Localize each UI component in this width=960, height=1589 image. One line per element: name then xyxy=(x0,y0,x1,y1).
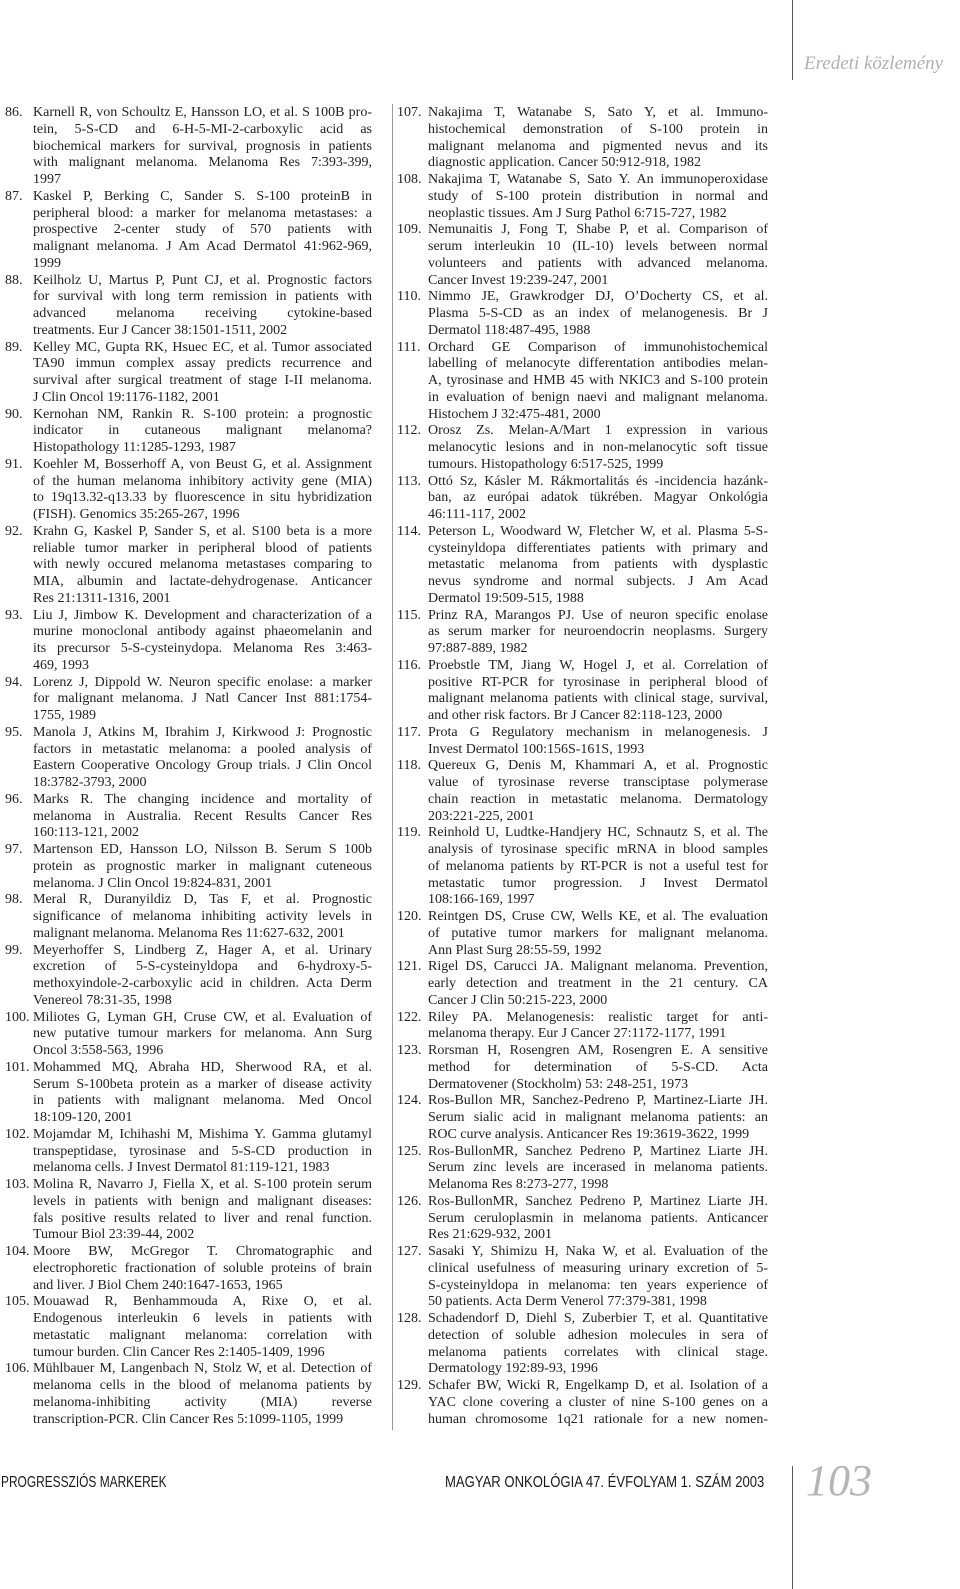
reference-line: of the human melanoma inhibitory activity gene (MIA) xyxy=(33,473,372,489)
reference-number: 105. xyxy=(5,1294,30,1310)
reference-text xyxy=(33,524,372,608)
journal-info: MAGYAR ONKOLÓGIA 47. ÉVFOLYAM 1. SZÁM 2003 xyxy=(445,1474,765,1491)
reference-number: 99. xyxy=(5,942,23,958)
reference-text xyxy=(428,909,768,959)
reference-line: significance of melanoma inhibiting activity levels in xyxy=(33,909,372,924)
reference-item xyxy=(397,340,768,424)
reference-number: 88. xyxy=(5,272,23,288)
reference-text xyxy=(428,1010,768,1044)
reference-line: metastatic malignant melanoma: correlation with xyxy=(33,1327,372,1343)
reference-number: 93. xyxy=(5,607,23,623)
reference-column-left xyxy=(5,105,372,1428)
reference-line: cysteinyldopa differentiates patients with primary and xyxy=(428,540,768,556)
reference-number: 121. xyxy=(397,959,422,975)
reference-line: MIA, albumin and lactate-dehydrogenase. Anticancer xyxy=(33,574,372,589)
reference-line: indicator in cutaneous malignant melanoma? xyxy=(33,423,372,439)
reference-number: 114. xyxy=(397,523,421,539)
reference-line: Venereol 78:31-35, 1998 xyxy=(33,992,172,1008)
reference-line: Mohammed MQ, Abraha HD, Sherwood RA, et al. xyxy=(33,1059,372,1075)
reference-number: 107. xyxy=(397,105,422,120)
reference-line: Serum sialic acid in malignant melanoma patients: an xyxy=(428,1110,768,1125)
reference-line: Proebstle TM, Jiang W, Hogel J, et al. Correlation of xyxy=(428,657,768,673)
reference-line: malignant melanoma. Melanoma Res 11:627-632, 2001 xyxy=(33,925,345,941)
reference-item xyxy=(5,105,372,189)
reference-item xyxy=(5,273,372,340)
reference-line: 46:111-117, 2002 xyxy=(428,507,526,522)
reference-line: positive RT-PCR for tyrosinase in peripheral blood of xyxy=(428,674,768,690)
reference-line: value of tyrosinase reverse transciptase polymerase xyxy=(428,775,768,790)
reference-text xyxy=(33,1010,372,1060)
reference-line: Eastern Cooperative Oncology Group trials. J Clin Oncol xyxy=(33,758,372,774)
reference-item xyxy=(5,892,372,942)
reference-line: diagnostic application. Cancer 50:912-918, 1982 xyxy=(428,155,701,171)
reference-line: serum interleukin 10 (IL-10) levels between normal xyxy=(428,239,768,254)
reference-text xyxy=(428,105,768,172)
reference-number: 109. xyxy=(397,222,422,238)
reference-line: Reintgen DS, Cruse CW, Wells KE, et al. The evaluation xyxy=(428,909,768,924)
header-vertical-rule xyxy=(792,0,793,80)
reference-number: 92. xyxy=(5,523,23,539)
reference-text xyxy=(33,105,372,189)
reference-line: with newly occured melanoma metastases comparing to xyxy=(33,557,372,573)
reference-line: Endogenous interleukin 6 levels in patients with xyxy=(33,1311,372,1326)
reference-item xyxy=(5,1010,372,1060)
reference-line: its precursor 5-S-cysteinydopa. Melanoma Res 3:463- xyxy=(33,641,372,656)
reference-line: reliable tumor marker in peripheral blood of patients xyxy=(33,540,372,556)
reference-line: Ros-BullonMR, Sanchez Pedreno P, Martinez Liarte JH. xyxy=(428,1143,768,1159)
reference-number: 101. xyxy=(5,1059,30,1075)
reference-text xyxy=(33,792,372,842)
reference-line: new putative tumour markers for melanoma. Ann Surg xyxy=(33,1026,372,1042)
reference-line: method for determination of 5-S-CD. Acta xyxy=(428,1059,768,1075)
reference-line: as serum marker for neuroendocrin neoplasms. Surgery xyxy=(428,624,768,640)
reference-line: Nemunaitis J, Fong T, Shabe P, et al. Comparison of xyxy=(428,222,768,238)
reference-number: 122. xyxy=(397,1009,422,1025)
reference-line: Res 21:1311-1316, 2001 xyxy=(33,590,171,606)
reference-text xyxy=(33,1244,372,1294)
reference-line: Dermatology 192:89-93, 1996 xyxy=(428,1361,598,1377)
reference-item xyxy=(397,1244,768,1311)
reference-line: Cancer Invest 19:239-247, 2001 xyxy=(428,272,609,288)
reference-number: 106. xyxy=(5,1361,30,1377)
reference-number: 98. xyxy=(5,892,23,908)
reference-item xyxy=(397,105,768,172)
reference-item xyxy=(397,1144,768,1194)
reference-line: Schafer BW, Wicki R, Engelkamp D, et al. Isolation of a xyxy=(428,1378,768,1393)
reference-text xyxy=(33,189,372,273)
reference-line: melanoma patients correlates with clinical stage. xyxy=(428,1344,768,1360)
reference-number: 119. xyxy=(397,825,421,841)
reference-item xyxy=(397,658,768,725)
reference-number: 112. xyxy=(397,423,421,439)
reference-line: transcription-PCR. Clin Cancer Res 5:1099-1105, 1999 xyxy=(33,1411,344,1427)
reference-column-right xyxy=(397,105,768,1428)
reference-item xyxy=(5,725,372,792)
reference-line: Dermatol 118:487-495, 1988 xyxy=(428,322,591,338)
reference-line: excretion of 5-S-cysteinyldopa and 6-hydroxy-5- xyxy=(33,959,372,975)
reference-line: of putative tumor markers for malignant melanoma. xyxy=(428,925,768,941)
reference-item xyxy=(397,825,768,909)
reference-line: Molina R, Navarro J, Fiella X, et al. S-100 protein serum xyxy=(33,1177,372,1192)
reference-item xyxy=(5,1127,372,1177)
reference-line: histochemical demonstration of S-100 protein in xyxy=(428,121,768,137)
reference-line: to 19q13.32-q13.33 by fluorescence in situ hybridization xyxy=(33,490,372,506)
reference-line: factors in metastatic melanoma: a pooled analysis of xyxy=(33,741,372,757)
reference-line: clinical usefulness of measuring urinary excretion of 5- xyxy=(428,1260,768,1276)
reference-line: Mühlbauer M, Langenbach N, Stolz W, et al. Detection of xyxy=(33,1361,372,1377)
reference-text xyxy=(428,222,768,289)
reference-line: Moore BW, McGregor T. Chromatographic and xyxy=(33,1244,372,1259)
reference-item xyxy=(5,189,372,273)
section-label: Eredeti közlemény xyxy=(804,53,944,74)
reference-text xyxy=(428,1378,768,1428)
reference-line: Nimmo JE, Grawkrodger DJ, O’Docherty CS, et al. xyxy=(428,289,768,305)
reference-line: Tumour Biol 23:39-44, 2002 xyxy=(33,1227,195,1243)
reference-item xyxy=(397,959,768,1009)
reference-text xyxy=(33,675,372,725)
reference-item xyxy=(397,1043,768,1093)
reference-line: human chromosome 1q21 rationale for a new nomen- xyxy=(428,1411,768,1427)
reference-line: (FISH). Genomics 35:265-267, 1996 xyxy=(33,507,240,522)
reference-line: Plasma 5-S-CD as an index of melanogenesis. Br J xyxy=(428,306,768,321)
reference-line: 1999 xyxy=(33,255,61,271)
reference-line: tumour burden. Clin Cancer Res 2:1405-1409, 1996 xyxy=(33,1344,325,1360)
reference-number: 128. xyxy=(397,1311,422,1326)
reference-line: Serum zinc levels are incerased in melanoma patients. xyxy=(428,1160,768,1176)
reference-text xyxy=(428,1311,768,1378)
reference-line: neoplastic tissues. Am J Surg Pathol 6:715-727, 1982 xyxy=(428,205,727,221)
reference-text xyxy=(428,289,768,339)
reference-line: Rorsman H, Rosengren AM, Rosengren E. A sensitive xyxy=(428,1043,768,1058)
reference-text xyxy=(33,457,372,524)
reference-number: 108. xyxy=(397,172,422,187)
reference-number: 86. xyxy=(5,105,23,120)
reference-line: with malignant melanoma. Melanoma Res 7:393-399, xyxy=(33,155,372,171)
reference-text xyxy=(33,1361,372,1428)
reference-item xyxy=(397,1311,768,1378)
reference-line: chain reaction in metastatic melanoma. Dermatology xyxy=(428,791,768,807)
reference-text xyxy=(428,340,768,424)
reference-line: of melanoma patients by RT-PCR is not a useful test for xyxy=(428,858,768,874)
reference-number: 117. xyxy=(397,724,421,740)
reference-line: levels in patients with benign and malignant diseases: xyxy=(33,1193,372,1209)
reference-number: 100. xyxy=(5,1009,30,1025)
reference-line: Meyerhoffer S, Lindberg Z, Hager A, et al. Urinary xyxy=(33,942,372,958)
reference-text xyxy=(428,1144,768,1194)
reference-line: metastatic tumor progression. J Invest Dermatol xyxy=(428,875,768,891)
reference-text xyxy=(428,1043,768,1093)
reference-item xyxy=(5,1294,372,1361)
reference-line: J Clin Oncol 19:1176-1182, 2001 xyxy=(33,389,220,405)
reference-line: Martenson ED, Hansson LO, Nilsson B. Serum S 100b xyxy=(33,842,372,857)
reference-line: advanced melanoma receiving cytokine-based xyxy=(33,306,372,321)
reference-number: 115. xyxy=(397,607,421,623)
reference-item xyxy=(5,407,372,457)
reference-number: 97. xyxy=(5,842,23,857)
reference-number: 103. xyxy=(5,1177,30,1192)
reference-line: Melanoma Res 8:273-277, 1998 xyxy=(428,1177,609,1192)
reference-line: melanocytic lesions and in non-melanocytic soft tissue xyxy=(428,440,768,455)
reference-line: tumours. Histopathology 6:517-525, 1999 xyxy=(428,456,664,472)
column-divider xyxy=(392,104,393,1430)
reference-text xyxy=(33,608,372,675)
reference-text xyxy=(428,524,768,608)
reference-line: melanoma cells. J Invest Dermatol 81:119-121, 1983 xyxy=(33,1160,330,1176)
reference-line: 469, 1993 xyxy=(33,657,89,673)
reference-text xyxy=(428,1244,768,1311)
reference-number: 110. xyxy=(397,289,421,305)
reference-text xyxy=(428,474,768,524)
reference-line: malignant melanoma. J Am Acad Dermatol 41:962-969, xyxy=(33,239,372,254)
reference-line: for survival with long term remission in patients with xyxy=(33,289,372,305)
reference-item xyxy=(397,725,768,759)
reference-line: Prinz RA, Marangos PJ. Use of neuron specific enolase xyxy=(428,607,768,623)
reference-item xyxy=(5,792,372,842)
reference-line: labelling of melanocyte differentation antibodies melan- xyxy=(428,356,768,372)
reference-number: 116. xyxy=(397,657,421,673)
reference-line: volunteers and patients with advanced melanoma. xyxy=(428,255,768,271)
reference-number: 118. xyxy=(397,758,421,774)
reference-item xyxy=(5,340,372,407)
reference-item xyxy=(397,222,768,289)
reference-line: and other risk factors. Br J Cancer 82:118-123, 2000 xyxy=(428,708,723,723)
reference-item xyxy=(397,524,768,608)
reference-line: Sasaki Y, Shimizu H, Naka W, et al. Evaluation of the xyxy=(428,1244,768,1259)
reference-line: biochemical markers for survival, prognosis in patients xyxy=(33,138,372,154)
reference-item xyxy=(5,524,372,608)
reference-item xyxy=(397,1093,768,1143)
reference-line: melanoma-inhibiting activity (MIA) reverse xyxy=(33,1394,372,1410)
reference-line: melanoma. J Clin Oncol 19:824-831, 2001 xyxy=(33,875,273,891)
reference-line: peripheral blood: a marker for melanoma metastases: a xyxy=(33,205,372,221)
reference-line: 1755, 1989 xyxy=(33,708,96,723)
reference-line: ROC curve analysis. Anticancer Res 19:3619-3622, 1999 xyxy=(428,1126,750,1142)
reference-item xyxy=(397,172,768,222)
reference-text xyxy=(33,725,372,792)
reference-number: 127. xyxy=(397,1244,422,1259)
reference-line: 108:166-169, 1997 xyxy=(428,892,535,908)
reference-text xyxy=(428,658,768,725)
reference-text xyxy=(428,608,768,658)
reference-number: 113. xyxy=(397,473,421,489)
reference-text xyxy=(33,1177,372,1244)
reference-text xyxy=(33,407,372,457)
reference-line: tein, 5-S-CD and 6-H-5-MI-2-carboxylic acid as xyxy=(33,121,372,137)
reference-item xyxy=(397,289,768,339)
reference-line: malignant melanoma patients with clinical stage, survival, xyxy=(428,691,768,707)
reference-text xyxy=(33,943,372,1010)
reference-number: 111. xyxy=(397,339,421,355)
running-title: PROGRESSZIÓS MARKEREK xyxy=(1,1474,167,1491)
reference-line: A, tyrosinase and HMB 45 with NKIC3 and S-100 protein xyxy=(428,373,768,388)
reference-line: treatments. Eur J Cancer 38:1501-1511, 2002 xyxy=(33,322,288,338)
reference-line: transpeptidase, tyrosinase and 5-S-CD production in xyxy=(33,1143,372,1159)
page-number: 103 xyxy=(806,1456,872,1505)
reference-line: murine monoclonal antibody against phaeomelanin and xyxy=(33,624,372,640)
reference-number: 96. xyxy=(5,791,23,807)
reference-line: malignant melanoma and pigmented nevus and its xyxy=(428,138,768,154)
reference-text xyxy=(428,172,768,222)
reference-text xyxy=(428,959,768,1009)
reference-number: 104. xyxy=(5,1244,30,1259)
reference-line: Nakajima T, Watanabe S, Sato Y, et al. Immuno- xyxy=(428,105,768,120)
reference-line: Dermatol 19:509-515, 1988 xyxy=(428,590,584,606)
reference-line: prospective 2-center study of 570 patients with xyxy=(33,222,372,238)
reference-line: Histopathology 11:1285-1293, 1987 xyxy=(33,440,236,455)
reference-text xyxy=(428,1194,768,1244)
reference-line: melanoma cells in the blood of melanoma patients by xyxy=(33,1378,372,1393)
reference-line: Serum S-100beta protein as a marker of disease activity xyxy=(33,1076,372,1092)
reference-line: and liver. J Biol Chem 240:1647-1653, 1965 xyxy=(33,1277,283,1293)
reference-line: Marks R. The changing incidence and mortality of xyxy=(33,791,372,807)
reference-text xyxy=(33,273,372,340)
reference-line: Kelley MC, Gupta RK, Hsuec EC, et al. Tumor associated xyxy=(33,339,372,355)
reference-line: Koehler M, Bosserhoff A, von Beust G, et al. Assignment xyxy=(33,456,372,472)
reference-item xyxy=(5,608,372,675)
reference-line: Res 21:629-932, 2001 xyxy=(428,1227,553,1243)
reference-line: Karnell R, von Schoultz E, Hansson LO, et al. S 100B pro- xyxy=(33,105,372,120)
reference-line: Dermatovener (Stockholm) 53: 248-251, 1973 xyxy=(428,1076,689,1092)
reference-text xyxy=(428,423,768,473)
reference-number: 94. xyxy=(5,674,23,690)
reference-line: Keilholz U, Martus P, Punt CJ, et al. Prognostic factors xyxy=(33,272,372,288)
reference-text xyxy=(428,758,768,825)
reference-item xyxy=(5,1177,372,1244)
reference-line: Cancer J Clin 50:215-223, 2000 xyxy=(428,992,608,1008)
reference-line: early detection and treatment in the 21 century. CA xyxy=(428,976,768,991)
reference-text xyxy=(428,825,768,909)
reference-line: Quereux G, Denis M, Khammari A, et al. Prognostic xyxy=(428,758,768,774)
reference-line: Schadendorf D, Diehl S, Zuberbier T, et al. Quantitative xyxy=(428,1311,768,1326)
reference-line: Oncol 3:558-563, 1996 xyxy=(33,1043,164,1058)
reference-line: electrophoretic fractionation of soluble proteins of brain xyxy=(33,1260,372,1276)
reference-line: Kernohan NM, Rankin R. S-100 protein: a prognostic xyxy=(33,406,372,422)
reference-line: Rigel DS, Carucci JA. Malignant melanoma. Prevention, xyxy=(428,959,768,975)
reference-line: protein as prognostic marker in malignant cuteneous xyxy=(33,858,372,874)
reference-line: 203:221-225, 2001 xyxy=(428,808,535,824)
reference-number: 124. xyxy=(397,1093,422,1109)
reference-line: for malignant melanoma. J Natl Cancer Inst 881:1754- xyxy=(33,691,372,707)
reference-number: 126. xyxy=(397,1193,422,1209)
reference-line: 50 patients. Acta Derm Venerol 77:379-381, 1998 xyxy=(428,1294,707,1310)
reference-line: analysis of tyrosinase specific mRNA in blood samples xyxy=(428,842,768,857)
reference-line: TA90 immun complex assay predicts recurrence and xyxy=(33,356,372,372)
reference-item xyxy=(5,1361,372,1428)
reference-line: Kaskel P, Berking C, Sander S. S-100 proteinB in xyxy=(33,188,372,204)
reference-number: 87. xyxy=(5,188,23,204)
reference-line: Mojamdar M, Ichihashi M, Mishima Y. Gamma glutamyl xyxy=(33,1126,372,1142)
reference-line: Serum ceruloplasmin in melanoma patients. Anticancer xyxy=(428,1210,768,1226)
reference-line: Liu J, Jimbow K. Development and characterization of a xyxy=(33,607,372,623)
reference-item xyxy=(397,1194,768,1244)
reference-item xyxy=(5,842,372,892)
reference-item xyxy=(397,909,768,959)
reference-text xyxy=(33,1060,372,1127)
reference-text xyxy=(428,1093,768,1143)
reference-line: Krahn G, Kaskel P, Sander S, et al. S100 beta is a more xyxy=(33,523,372,539)
reference-number: 102. xyxy=(5,1126,30,1142)
reference-line: survival after surgical treatment of stage I-II melanoma. xyxy=(33,373,372,388)
reference-line: fals positive results related to liver and renal function. xyxy=(33,1210,372,1226)
reference-item xyxy=(397,474,768,524)
reference-line: Manola J, Atkins M, Ibrahim J, Kirkwood J: Prognostic xyxy=(33,724,372,740)
reference-line: ban, az európai adatok tükrében. Magyar Onkológia xyxy=(428,490,768,506)
reference-text xyxy=(33,340,372,407)
reference-line: Histochem J 32:475-481, 2000 xyxy=(428,406,601,422)
reference-line: S-cysteinyldopa in melanoma: ten years experience of xyxy=(428,1277,768,1293)
reference-line: in patients with malignant melanoma. Med Oncol xyxy=(33,1093,372,1109)
reference-number: 129. xyxy=(397,1378,422,1393)
footer-vertical-rule xyxy=(792,1466,793,1589)
reference-line: Nakajima T, Watanabe S, Sato Y. An immunoperoxidase xyxy=(428,172,768,187)
reference-number: 90. xyxy=(5,406,23,422)
reference-item xyxy=(397,608,768,658)
reference-item xyxy=(397,1378,768,1428)
reference-item xyxy=(5,675,372,725)
reference-line: Ros-BullonMR, Sanchez Pedreno P, Martinez Liarte JH. xyxy=(428,1193,768,1209)
reference-line: nevus syndrome and normal subjects. J Am Acad xyxy=(428,574,768,589)
reference-line: 18:3782-3793, 2000 xyxy=(33,775,147,790)
reference-line: methoxyindole-2-carboxylic acid in children. Acta Derm xyxy=(33,976,372,991)
reference-line: Orchard GE Comparison of immunohistochemical xyxy=(428,339,768,355)
reference-line: metastatic melanoma from patients with dysplastic xyxy=(428,557,768,573)
reference-line: melanoma therapy. Eur J Cancer 27:1172-1177, 1991 xyxy=(428,1026,727,1042)
reference-line: Peterson L, Woodward W, Fletcher W, et al. Plasma 5-S- xyxy=(428,523,768,539)
reference-number: 123. xyxy=(397,1043,422,1058)
reference-item xyxy=(5,1060,372,1127)
reference-text xyxy=(33,1294,372,1361)
reference-line: Ros-Bullon MR, Sanchez-Pedreno P, Martinez-Liarte JH. xyxy=(428,1093,768,1109)
reference-line: Lorenz J, Dippold W. Neuron specific enolase: a marker xyxy=(33,674,372,690)
reference-item xyxy=(397,423,768,473)
reference-number: 125. xyxy=(397,1143,422,1159)
reference-line: Riley PA. Melanogenesis: realistic target for anti- xyxy=(428,1009,768,1025)
reference-line: Invest Dermatol 100:156S-161S, 1993 xyxy=(428,741,645,757)
reference-line: Meral R, Duranyildiz D, Tas F, et al. Prognostic xyxy=(33,892,372,908)
reference-item xyxy=(5,1244,372,1294)
reference-line: Ann Plast Surg 28:55-59, 1992 xyxy=(428,942,602,958)
reference-line: Reinhold U, Ludtke-Handjery HC, Schnautz S, et al. The xyxy=(428,825,768,841)
reference-line: detection of soluble adhesion molecules in sera of xyxy=(428,1327,768,1343)
reference-text xyxy=(33,1127,372,1177)
reference-item xyxy=(397,758,768,825)
reference-number: 89. xyxy=(5,339,23,355)
reference-line: melanoma in Australia. Recent Results Cancer Res xyxy=(33,808,372,824)
reference-text xyxy=(428,725,768,759)
reference-line: study of S-100 protein distribution in normal and xyxy=(428,188,768,204)
reference-line: Orosz Zs. Melan-A/Mart 1 expression in various xyxy=(428,423,768,439)
reference-line: 97:887-889, 1982 xyxy=(428,641,528,656)
reference-line: Mouawad R, Benhammouda A, Rixe O, et al. xyxy=(33,1294,372,1310)
reference-line: 160:113-121, 2002 xyxy=(33,825,140,841)
reference-text xyxy=(33,892,372,942)
reference-line: YAC clone covering a cluster of nine S-100 genes on a xyxy=(428,1394,768,1410)
reference-line: 18:109-120, 2001 xyxy=(33,1110,133,1125)
reference-line: Miliotes G, Lyman GH, Cruse CW, et al. Evaluation of xyxy=(33,1009,372,1025)
reference-text xyxy=(33,842,372,892)
reference-item xyxy=(5,457,372,524)
reference-number: 95. xyxy=(5,724,23,740)
reference-number: 91. xyxy=(5,456,23,472)
reference-line: in evaluation of benign naevi and malignant melanoma. xyxy=(428,389,768,405)
reference-item xyxy=(397,1010,768,1044)
reference-line: 1997 xyxy=(33,172,61,187)
reference-line: Prota G Regulatory mechanism in melanogenesis. J xyxy=(428,724,768,740)
reference-line: Ottó Sz, Kásler M. Rákmortalitás és -incidencia hazánk- xyxy=(428,473,768,489)
reference-number: 120. xyxy=(397,909,422,924)
reference-item xyxy=(5,943,372,1010)
